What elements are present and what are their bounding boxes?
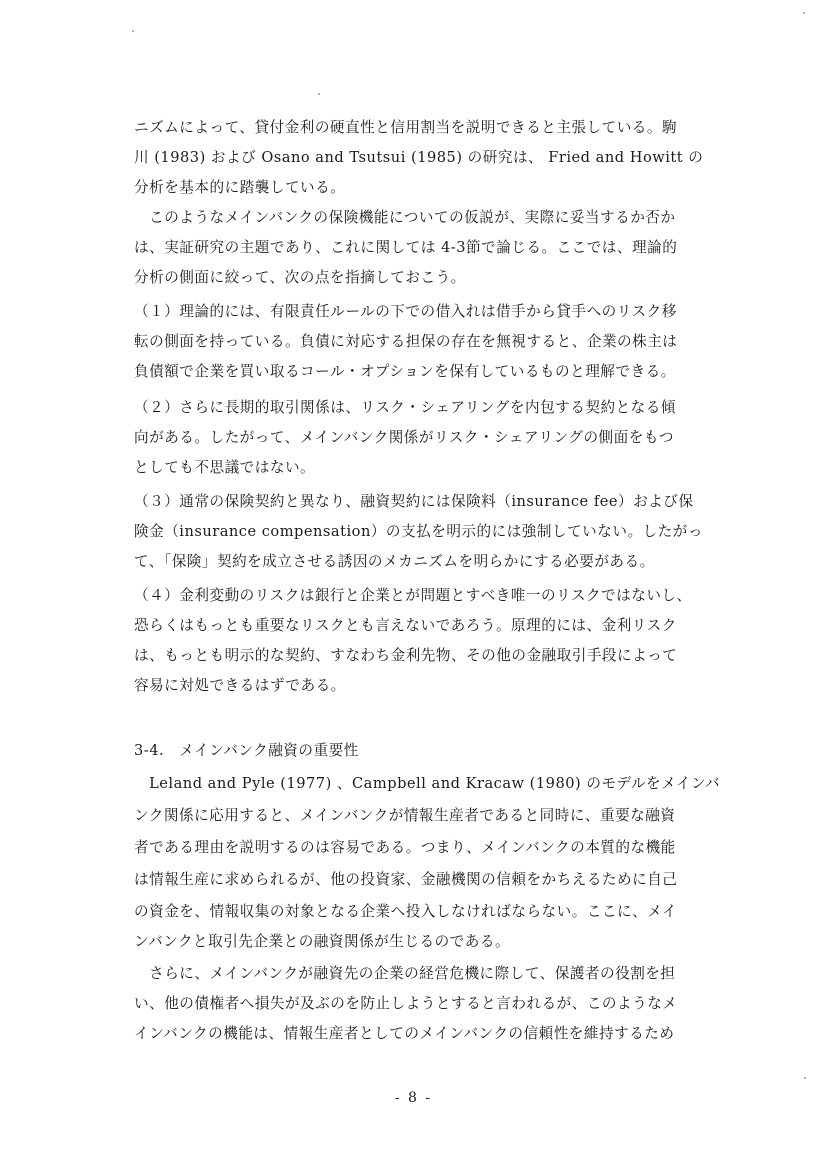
text-line: （１）理論的には、有限責任ルールの下での借入れは借手から貸手へのリスク移: [134, 303, 677, 320]
text-line: て、「保険」契約を成立させる誘因のメカニズムを明らかにする必要がある。: [134, 553, 655, 570]
scan-speck: [318, 93, 320, 95]
text-line: 容易に対処できるはずである。: [134, 677, 346, 694]
text-line: インバンクの機能は、情報生産者としてのメインバンクの信頼性を維持するため: [134, 1025, 675, 1042]
text-line: ニズムによって、貸付金利の硬直性と信用割当を説明できると主張している。駒: [134, 119, 678, 136]
text-line: としても不思議ではない。: [134, 459, 316, 476]
text-line: は、実証研究の主題であり、これに関しては 4-3節で論じる。ここでは、理論的: [134, 239, 678, 256]
text-line: は、もっとも明示的な契約、すなわち金利先物、その他の金融取引手段によって: [134, 647, 678, 664]
text-line: 分析を基本的に踏襲している。: [134, 179, 346, 196]
text-line: は情報生産に求められるが、他の投資家、金融機関の信頼をかちえるために自己: [134, 871, 678, 888]
text-line: （４）金利変動のリスクは銀行と企業とが問題とすべき唯一のリスクではないし、: [134, 587, 692, 604]
text-line: 転の側面を持っている。負債に対応する担保の存在を無視すると、企業の株主は: [134, 333, 678, 350]
text-line: 川 (1983) および Osano and Tsutsui (1985) の研究は、 Fried and Howitt の: [134, 149, 704, 166]
text-line: 者である理由を説明するのは容易である。つまり、メインバンクの本質的な機能: [134, 839, 676, 856]
text-line: このようなメインバンクの保険機能についての仮説が、実際に妥当するか否か: [134, 209, 676, 226]
scan-speck: [803, 12, 805, 14]
text-line: 恐らくはもっとも重要なリスクとも言えないであろう。原理的には、金利リスク: [134, 617, 677, 634]
text-line: さらに、メインバンクが融資先の企業の経営危機に際して、保護者の役割を担: [134, 965, 676, 982]
section-heading: 3-4. メインバンク融資の重要性: [134, 742, 359, 759]
text-line: 向がある。したがって、メインバンク関係がリスク・シェアリングの側面をもつ: [134, 429, 675, 446]
text-line: 負債額で企業を買い取るコール・オプションを保有しているものと理解できる。: [134, 363, 676, 380]
scan-speck: [804, 1077, 806, 1079]
text-line: の資金を、情報収集の対象となる企業へ投入しなければならない。ここに、メイ: [134, 903, 678, 920]
text-line: ンバンクと取引先企業との融資関係が生じるのである。: [134, 933, 511, 950]
text-line: （３）通常の保険契約と異なり、融資契約には保険料（insurance fee）および保: [134, 493, 694, 510]
text-line: （２）さらに長期的取引関係は、リスク・シェアリングを内包する契約となる傾: [134, 399, 676, 416]
text-line: 分析の側面に絞って、次の点を指摘しておこう。: [134, 269, 466, 286]
text-line: い、他の債権者へ損失が及ぶのを防止しようとすると言われるが、このようなメ: [134, 995, 678, 1012]
text-line: 険金（insurance compensation）の支払を明示的には強制していない。したがっ: [134, 523, 703, 540]
text-line: Leland and Pyle (1977) 、Campbell and Kracaw (1980) のモデルをメインバ: [134, 775, 721, 792]
text-line: ンク関係に応用すると、メインバンクが情報生産者であると同時に、重要な融資: [134, 807, 676, 824]
scan-speck: [132, 30, 134, 32]
page-number: - 8 -: [394, 1090, 433, 1106]
